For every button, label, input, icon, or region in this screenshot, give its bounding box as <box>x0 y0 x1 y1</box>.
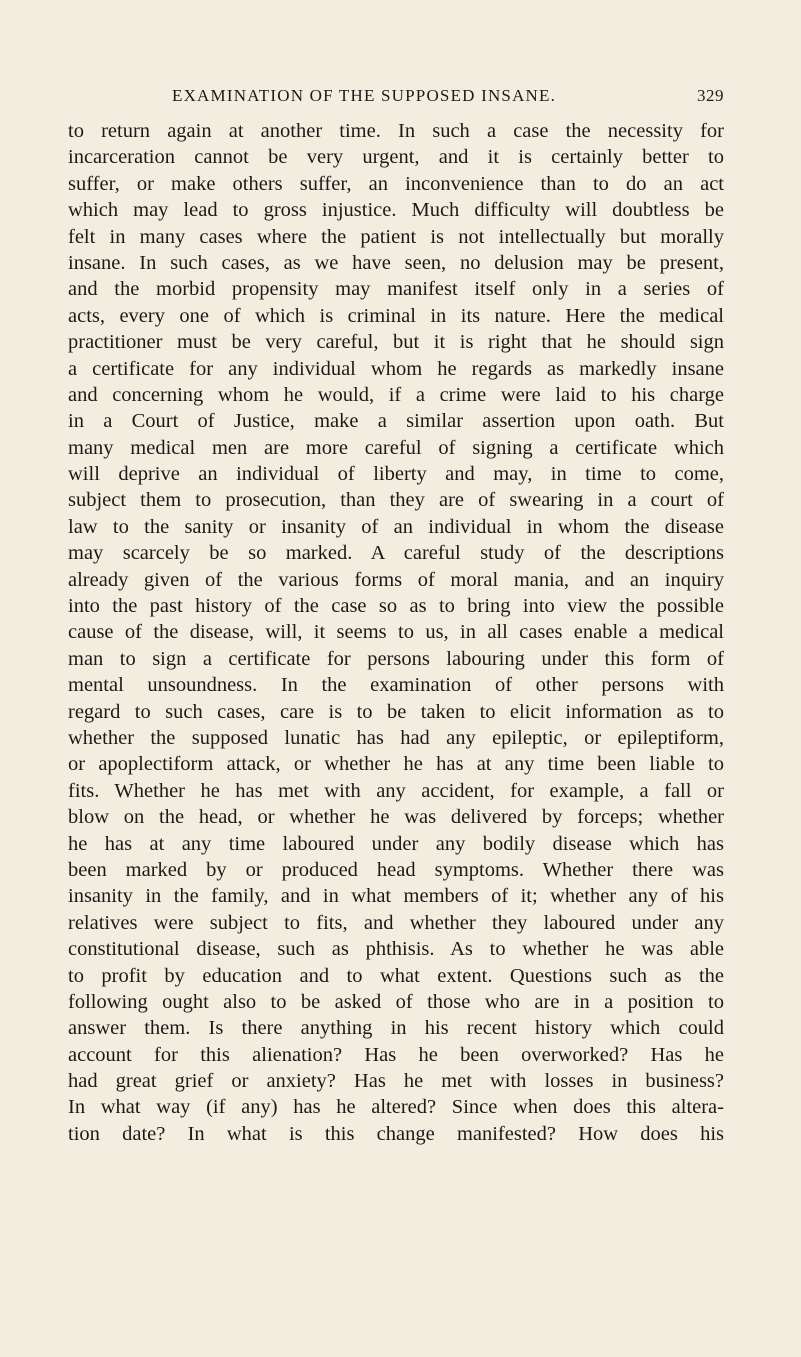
text-line: many medical men are more careful of signing a certificate which <box>68 436 724 459</box>
text-line: suffer, or make others suffer, an inconvenience than to do an act <box>68 172 724 195</box>
text-line: subject them to prosecution, than they are of swearing in a court of <box>68 489 724 512</box>
running-head <box>68 86 724 108</box>
body-text <box>68 118 724 1147</box>
text-line: acts, every one of which is criminal in its nature. Here the medical <box>68 304 724 327</box>
text-line: law to the sanity or insanity of an individual in whom the disease <box>68 515 724 538</box>
text-line: blow on the head, or whether he was delivered by forceps; whether <box>68 806 724 829</box>
text-line: and concerning whom he would, if a crime were laid to his charge <box>68 383 724 406</box>
text-line: tion date? In what is this change manifested? How does his <box>68 1122 724 1145</box>
text-line: felt in many cases where the patient is not intellectually but morally <box>68 225 724 248</box>
text-line: whether the supposed lunatic has had any epileptic, or epileptiform, <box>68 726 724 749</box>
text-line: will deprive an individual of liberty and may, in time to come, <box>68 463 724 486</box>
text-line: man to sign a certificate for persons labouring under this form of <box>68 647 724 670</box>
text-line: to profit by education and to what extent. Questions such as the <box>68 964 724 987</box>
text-line: to return again at another time. In such a case the necessity for <box>68 120 724 142</box>
text-line: fits. Whether he has met with any accident, for example, a fall or <box>68 779 724 802</box>
text-line: following ought also to be asked of those who are in a position to <box>68 990 724 1013</box>
text-line: or apoplectiform attack, or whether he has at any time been liable to <box>68 753 724 776</box>
text-line: already given of the various forms of moral mania, and an inquiry <box>68 568 724 591</box>
text-line: cause of the disease, will, it seems to us, in all cases enable a medical <box>68 621 724 644</box>
text-line: relatives were subject to fits, and whether they laboured under any <box>68 911 724 934</box>
text-line: incarceration cannot be very urgent, and it is certainly better to <box>68 146 724 169</box>
text-line: practitioner must be very careful, but it is right that he should sign <box>68 331 724 354</box>
running-title: EXAMINATION OF THE SUPPOSED INSANE. <box>172 86 557 105</box>
text-line: he has at any time laboured under any bodily disease which has <box>68 832 724 855</box>
text-line: into the past history of the case so as to bring into view the possible <box>68 595 724 618</box>
text-line: insane. In such cases, as we have seen, no delusion may be present, <box>68 251 724 274</box>
page-number: 329 <box>697 86 724 105</box>
text-line: mental unsoundness. In the examination of other persons with <box>68 674 724 697</box>
text-line: may scarcely be so marked. A careful study of the descriptions <box>68 542 724 565</box>
text-line: account for this alienation? Has he been overworked? Has he <box>68 1043 724 1066</box>
text-line: insanity in the family, and in what members of it; whether any of his <box>68 885 724 908</box>
text-line: been marked by or produced head symptoms. Whether there was <box>68 858 724 881</box>
text-line: in a Court of Justice, make a similar assertion upon oath. But <box>68 410 724 433</box>
text-line: which may lead to gross injustice. Much difficulty will doubtless be <box>68 199 724 222</box>
text-line: constitutional disease, such as phthisis. As to whether he was able <box>68 938 724 961</box>
text-line: a certificate for any individual whom he regards as markedly insane <box>68 357 724 380</box>
text-line: answer them. Is there anything in his recent history which could <box>68 1017 724 1040</box>
text-line: In what way (if any) has he altered? Since when does this altera- <box>68 1096 724 1119</box>
text-line: and the morbid propensity may manifest itself only in a series of <box>68 278 724 301</box>
text-line: regard to such cases, care is to be taken to elicit information as to <box>68 700 724 723</box>
text-line: had great grief or anxiety? Has he met with losses in business? <box>68 1070 724 1093</box>
